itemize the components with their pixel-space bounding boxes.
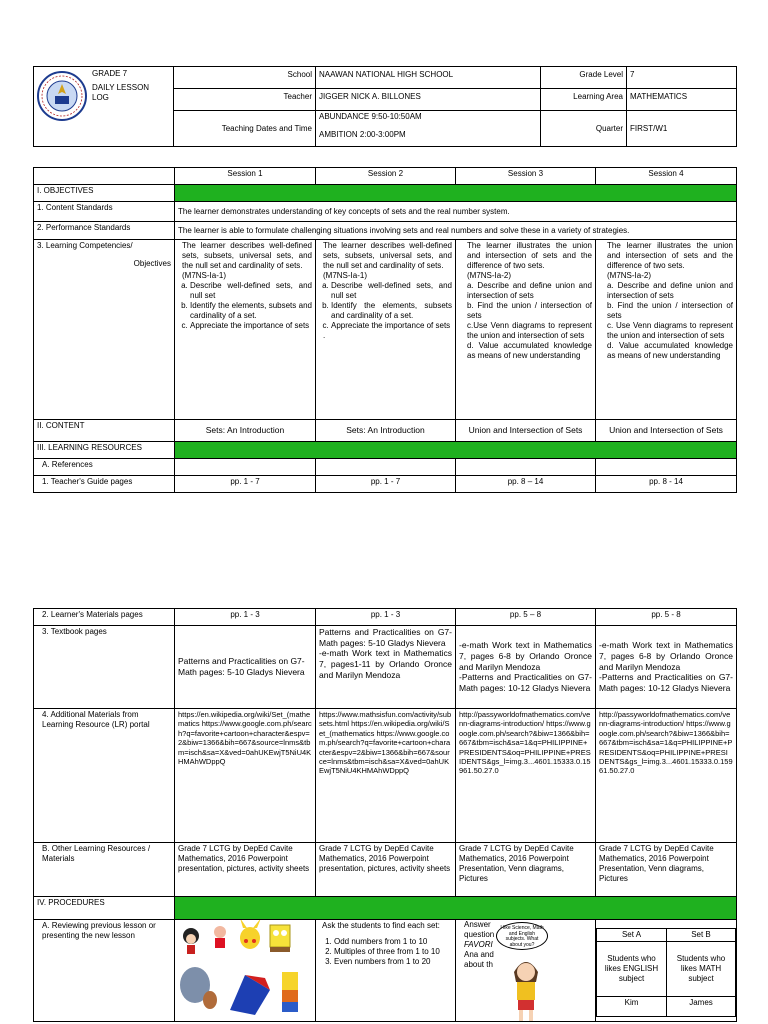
competencies-label-2: Objectives — [133, 259, 171, 268]
other-s4: Grade 7 LCTG by DepEd Cavite Mathematics, 2016 Powerpoint Presentation, Venn diagrams, Pictures — [596, 843, 737, 897]
review-s2-item-1: 1. Odd numbers from 1 to 10 — [334, 937, 452, 947]
grade-level-label: Grade Level — [541, 67, 627, 89]
spongebob-icon — [270, 925, 290, 952]
set-b-name: James — [667, 997, 736, 1017]
tb-s3: -e-math Work text in Mathematics 7, pages 6-8 by Orlando Oronce and Marilyn Mendoza -Patterns and Practicalities on G7- Math pages: 10-12 Gladys Nievera — [456, 626, 596, 709]
s3-item-d: d. Value accumulated knowledge as means of new understanding — [467, 341, 592, 360]
s1-item-c: c. Appreciate the importance of sets — [190, 321, 312, 331]
main-table — [33, 167, 737, 493]
log-title-1: DAILY LESSON — [92, 83, 150, 92]
performance-standards-label: 2. Performance Standards — [34, 222, 175, 240]
dates-value — [316, 111, 541, 147]
set-b-desc: Students who likes MATH subject — [667, 942, 736, 997]
learning-area-label: Learning Area — [541, 89, 627, 111]
s4-intro: The learner illustrates the union and intersection of sets and the difference of two sets. — [607, 241, 733, 270]
content-standards-label: 1. Content Standards — [34, 202, 175, 222]
competencies-label-cell — [34, 240, 175, 420]
s3-item-b: b. Find the union / intersection of sets — [467, 301, 592, 320]
content-s1: Sets: An Introduction — [175, 420, 316, 442]
content-standards-text: The learner demonstrates understanding of key concepts of sets and the real number system. — [175, 202, 737, 222]
other-label: B. Other Learning Resources / Materials — [34, 843, 175, 897]
s3-item-a: a. Describe and define union and intersection of sets — [467, 281, 592, 300]
content-s4: Union and Intersection of Sets — [596, 420, 737, 442]
quarter-label: Quarter — [541, 111, 627, 147]
references-s3 — [456, 459, 596, 476]
s2-code: (M7NS-Ia-1) — [323, 271, 368, 280]
performance-standards-text: The learner is able to formulate challenging situations involving sets and real numbers and solve these in a variety of strategies. — [175, 222, 737, 240]
grade-label: GRADE 7 — [92, 69, 128, 78]
tg-s3: pp. 8 – 14 — [456, 476, 596, 493]
s4-item-a: a. Describe and define union and intersection of sets — [607, 281, 733, 300]
competencies-s2 — [316, 240, 456, 420]
speech-bubble-text: I like Science, Math and English subjects. What about you? — [500, 925, 544, 948]
school-label: School — [174, 67, 316, 89]
s3-intro: The learner illustrates the union and intersection of sets and the difference of two sets. — [467, 241, 592, 270]
references-s1 — [175, 459, 316, 476]
teacher-label: Teacher — [174, 89, 316, 111]
betty-boop-icon — [183, 928, 199, 954]
learning-area-value: MATHEMATICS — [627, 89, 737, 111]
lm-s4: pp. 5 - 8 — [596, 609, 737, 626]
school-value: NAAWAN NATIONAL HIGH SCHOOL — [316, 67, 541, 89]
objectives-label: I. OBJECTIVES — [34, 185, 175, 202]
references-label: A. References — [34, 459, 175, 476]
s2-item-c: c. Appreciate the importance of sets — [331, 321, 452, 331]
add-s4: http://passyworldofmathematics.com/venn-diagrams-introduction/ https://www.google.com.ph/search?&biw=1366&bih=667&tbm=isch&sa=1&q=PHILIPPINE+PRESIDENTS&oq=PHILIPPINE+PRESIDENTS&gs_l=img.3...4601.15333.0.15961.50.27.0 — [596, 709, 737, 843]
session-header-2: Session 2 — [316, 168, 456, 185]
sets-table — [596, 928, 736, 1017]
set-a-name: Kim — [597, 997, 667, 1017]
procedures-green-bar — [175, 897, 737, 920]
session-header-3: Session 3 — [456, 168, 596, 185]
s1-item-b: b. Identify the elements, subsets and cardinality of a set. — [190, 301, 312, 321]
resources-green-bar — [175, 442, 737, 459]
other-s3: Grade 7 LCTG by DepEd Cavite Mathematics, 2016 Powerpoint Presentation, Venn diagrams, Pictures — [456, 843, 596, 897]
review-s1 — [175, 920, 316, 1022]
set-a-desc: Students who likes ENGLISH subject — [597, 942, 667, 997]
references-s2 — [316, 459, 456, 476]
resources-label: III. LEARNING RESOURCES — [34, 442, 175, 459]
review-s3-line-1: Answer — [464, 920, 491, 929]
s1-item-a: a. Describe well-defined sets, and null set — [190, 281, 312, 301]
review-s2-intro: Ask the students to find each set: — [322, 921, 440, 930]
add-label: 4. Additional Materials from Learning Resource (LR) portal — [34, 709, 175, 843]
content-label: II. CONTENT — [34, 420, 175, 442]
teacher-value: JIGGER NICK A. BILLONES — [316, 89, 541, 111]
s2-extra: . — [323, 331, 326, 340]
time-2: AMBITION 2:00-3:00PM — [319, 130, 406, 139]
references-s4 — [596, 459, 737, 476]
tg-s1: pp. 1 - 7 — [175, 476, 316, 493]
dates-label: Teaching Dates and Time — [174, 111, 316, 147]
s1-code: (M7NS-Ia-1) — [182, 271, 227, 280]
tom-and-jerry-icon — [180, 967, 217, 1009]
log-title-2: LOG — [92, 93, 109, 102]
s4-item-d: d. Value accumulated knowledge as means of new understanding — [607, 341, 733, 360]
review-s3-line-3: FAVORI — [464, 940, 493, 949]
add-s1: https://en.wikipedia.org/wiki/Set_(mathematics https://www.google.com.ph/search?q=favorite+cartoon+character&espv=2&biw=1366&bih=667&source=lnms&tbm=isch&sa=X&ved=0ahUKEwjT5NiU4KHMAhWDppQ — [175, 709, 316, 843]
main-table-page-2 — [33, 608, 737, 1022]
bart-simpson-icon — [282, 972, 298, 1012]
time-1: ABUNDANCE 9:50-10:50AM — [319, 112, 422, 121]
review-s3-line-4: Ana and — [464, 950, 494, 959]
cartoon-characters-image — [175, 920, 314, 1018]
review-label: A. Reviewing previous lesson or presenting the new lesson — [34, 920, 175, 1022]
tg-s4: pp. 8 - 14 — [596, 476, 737, 493]
review-s4 — [596, 920, 737, 1022]
content-s2: Sets: An Introduction — [316, 420, 456, 442]
s2-item-b: b. Identify the elements, subsets and cardinality of a set. — [331, 301, 452, 321]
tb-s1: Patterns and Practicalities on G7- Math pages: 5-10 Gladys Nievera — [175, 626, 316, 709]
set-b-header: Set B — [667, 929, 736, 942]
session-header-4: Session 4 — [596, 168, 737, 185]
s3-code: (M7NS-Ia-2) — [467, 271, 512, 280]
tb-s4: -e-math Work text in Mathematics 7, pages 6-8 by Orlando Oronce and Marilyn Mendoza -Patterns and Practicalities on G7- Math pages: 10-12 Gladys Nievera — [596, 626, 737, 709]
s4-item-b: b. Find the union / intersection of sets — [607, 301, 733, 320]
other-s1: Grade 7 LCTG by DepEd Cavite Mathematics, 2016 Powerpoint presentation, pictures, activity sheets — [175, 843, 316, 897]
deped-seal-icon — [36, 70, 88, 122]
s4-item-c: c. Use Venn diagrams to represent the union and intersection of sets — [607, 321, 733, 340]
lm-s2: pp. 1 - 3 — [316, 609, 456, 626]
superman-icon — [230, 975, 270, 1015]
review-s3-line-2: question — [464, 930, 495, 939]
quarter-value: FIRST/W1 — [627, 111, 737, 147]
review-s2-item-3: 3. Even numbers from 1 to 20 — [334, 957, 452, 967]
s1-intro: The learner describes well-defined sets, subsets, universal sets, and the null set and cardinality of sets. — [182, 241, 312, 270]
tg-s2: pp. 1 - 7 — [316, 476, 456, 493]
review-s3-line-5: about th — [464, 960, 493, 969]
tg-label: 1. Teacher's Guide pages — [34, 476, 175, 493]
procedures-label: IV. PROCEDURES — [34, 897, 175, 920]
header-logo-cell — [34, 67, 174, 147]
competencies-s3 — [456, 240, 596, 420]
competencies-s1 — [175, 240, 316, 420]
review-s3 — [456, 920, 596, 1022]
speech-bubble — [496, 922, 548, 950]
pikachu-icon — [240, 920, 261, 949]
cartoon-character-icon — [214, 926, 226, 948]
competencies-s4 — [596, 240, 737, 420]
other-s2: Grade 7 LCTG by DepEd Cavite Mathematics, 2016 Powerpoint presentation, pictures, activity sheets — [316, 843, 456, 897]
objectives-green-bar — [175, 185, 737, 202]
add-s3: http://passyworldofmathematics.com/venn-diagrams-introduction/ https://www.google.com.ph/search?&biw=1366&bih=667&tbm=isch&sa=1&q=PHILIPPINE+PRESIDENTS&oq=PHILIPPINE+PRESIDENTS&gs_l=img.3...4601.15333.0.15961.50.27.0 — [456, 709, 596, 843]
add-s2: https://www.mathsisfun.com/activity/subsets.html https://en.wikipedia.org/wiki/Set_(mathematics https://www.google.com.ph/search?q=favorite+cartoon+character&espv=2&biw=1366&bih=667&source=lnms&tbm=isch&sa=X&ved=0ahUKEwjT5NiU4KHMAhWDppQ — [316, 709, 456, 843]
lm-label: 2. Learner's Materials pages — [34, 609, 175, 626]
session-header-1: Session 1 — [175, 168, 316, 185]
competencies-label: 3. Learning Competencies/ — [37, 241, 133, 250]
set-a-header: Set A — [597, 929, 667, 942]
s2-item-a: a. Describe well-defined sets, and null set — [331, 281, 452, 301]
lm-s1: pp. 1 - 3 — [175, 609, 316, 626]
tb-s2: Patterns and Practicalities on G7- Math pages: 5-10 Gladys Nievera -e-math Work text in Mathematics 7, pages1-11 by Orlando Oronce and Marilyn Mendoza — [316, 626, 456, 709]
tb-label: 3. Textbook pages — [34, 626, 175, 709]
review-s2-item-2: 2. Multiples of three from 1 to 10 — [334, 947, 452, 957]
content-s3: Union and Intersection of Sets — [456, 420, 596, 442]
review-s2 — [316, 920, 456, 1022]
s3-item-c: c.Use Venn diagrams to represent the union and intersection of sets — [467, 321, 592, 340]
grade-level-value: 7 — [627, 67, 737, 89]
s4-code: (M7NS-Ia-2) — [607, 271, 652, 280]
header-table — [33, 66, 737, 147]
girl-student-icon — [506, 954, 546, 1022]
lm-s3: pp. 5 – 8 — [456, 609, 596, 626]
corner-cell — [34, 168, 175, 185]
s2-intro: The learner describes well-defined sets, subsets, universal sets, and the null set and cardinality of sets. — [323, 241, 452, 270]
